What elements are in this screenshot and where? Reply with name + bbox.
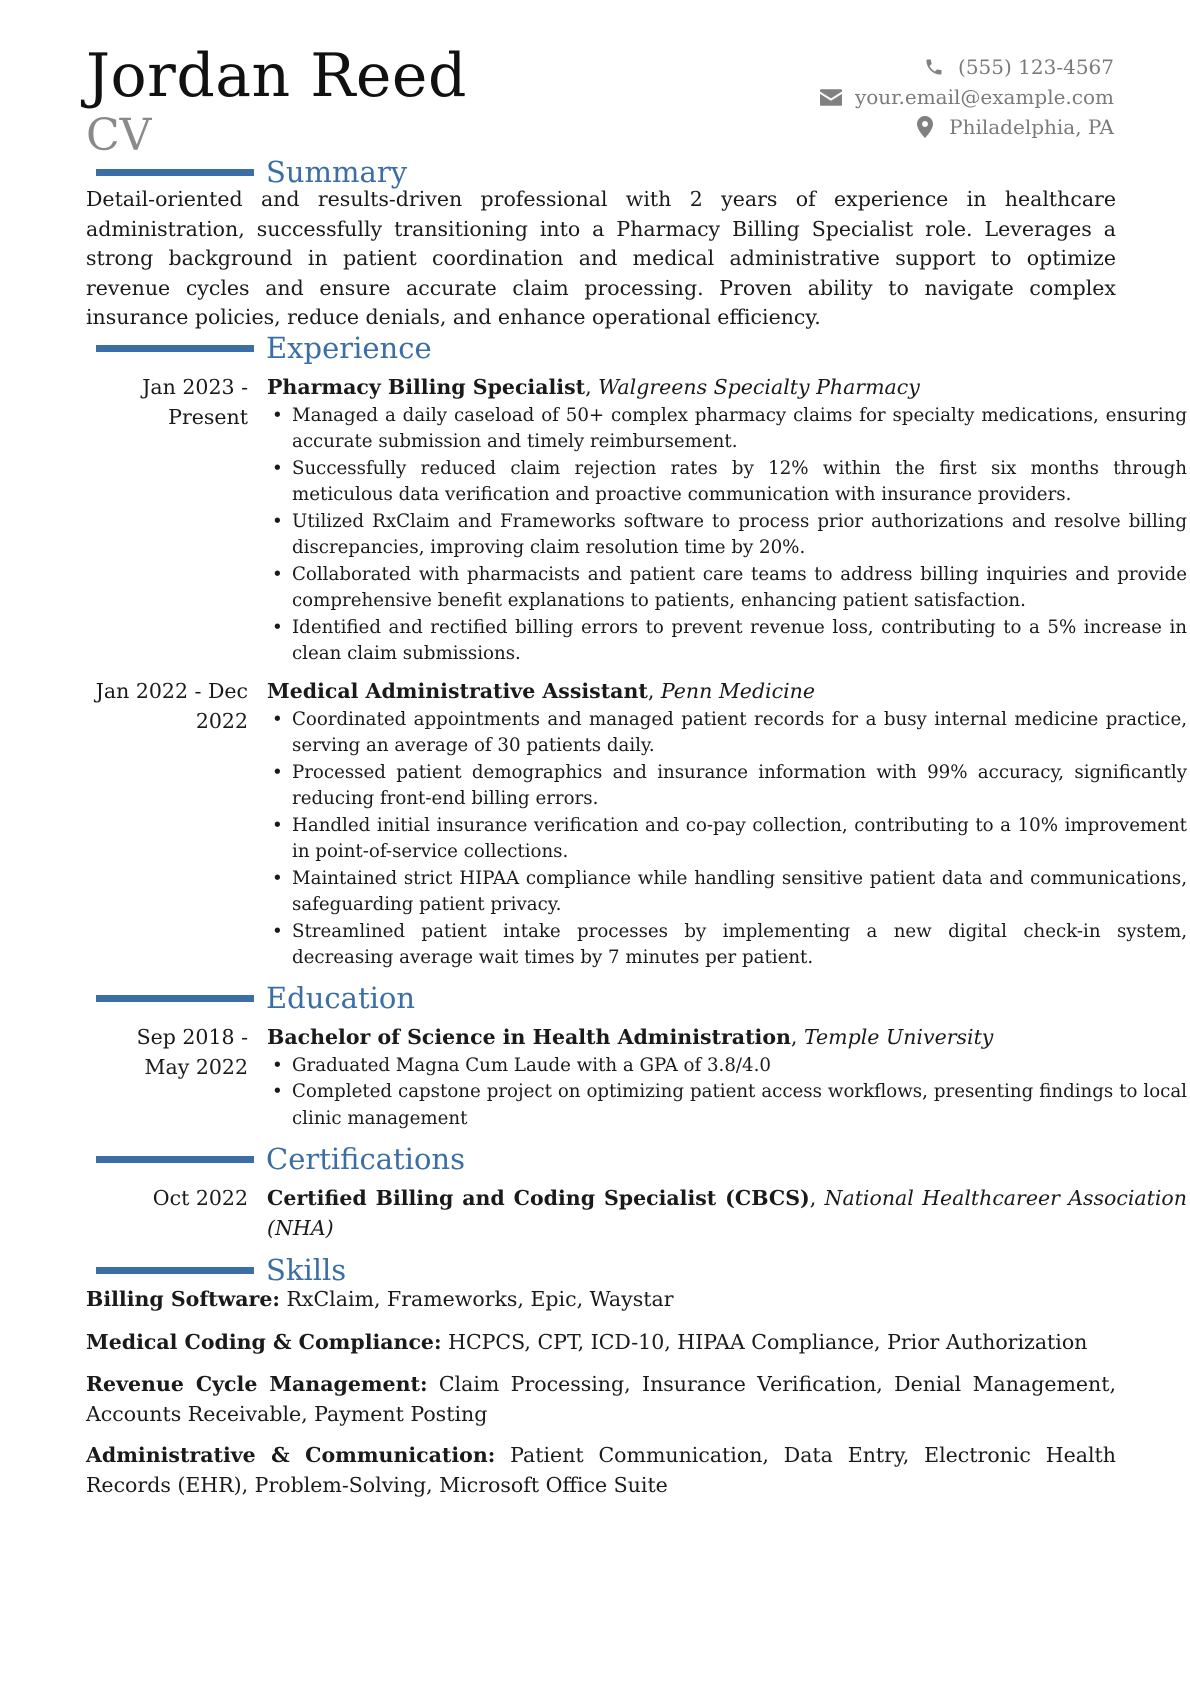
list-item: • Collaborated with pharmacists and patient care teams to address billing inquiries and provide comprehensive benefit explanations to patients, enhancing patient satisfaction. xyxy=(267,562,1187,615)
envelope-icon xyxy=(819,86,843,108)
section-title: Experience xyxy=(266,331,432,365)
entry-body xyxy=(267,1023,1187,1132)
skill-label: Billing Software: xyxy=(86,1287,280,1311)
entry-bullets xyxy=(267,403,1187,668)
section-title: Summary xyxy=(266,155,408,189)
list-item: • Maintained strict HIPAA compliance while handling sensitive patient data and communications, safeguarding patient privacy. xyxy=(267,866,1187,919)
entry-date: Jan 2023 - Present xyxy=(142,375,248,429)
list-item: • Streamlined patient intake processes by implementing a new digital check-in system, decreasing average wait times by 7 minutes per patient. xyxy=(267,919,1187,972)
entry-title-line: Certified Billing and Coding Specialist (CBCS), National Healthcareer Association (NHA) xyxy=(267,1186,1187,1240)
candidate-name: Jordan Reed xyxy=(86,41,467,111)
section-accent-bar xyxy=(96,169,254,176)
phone-icon xyxy=(922,56,946,78)
skill-label: Medical Coding & Compliance: xyxy=(86,1330,442,1354)
entry-body xyxy=(267,677,1187,972)
list-item: • Coordinated appointments and managed patient records for a busy internal medicine practice, serving an average of 30 patients daily. xyxy=(267,707,1187,760)
contact-phone xyxy=(819,52,1114,82)
summary-text: Detail-oriented and results-driven professional with 2 years of experience in healthcare administration, successfully transitioning into a Pharmacy Billing Specialist role. Leverages a strong background in patient coordination and medical administrative support to optimize revenue cycles and ensure accurate claim processing. Proven ability to navigate complex insurance policies, reduce denials, and enhance operational efficiency. xyxy=(86,187,1116,329)
list-item: • Graduated Magna Cum Laude with a GPA of 3.8/4.0 xyxy=(267,1053,1187,1080)
section-title: Certifications xyxy=(266,1142,465,1176)
entry-title: Certified Billing and Coding Specialist (CBCS) xyxy=(267,1186,810,1210)
skill-value: Claim Processing, Insurance Verification, Denial Management, Accounts Receivable, Payment Posting xyxy=(86,1372,1116,1426)
section-accent-bar xyxy=(96,1156,254,1163)
list-item: • Managed a daily caseload of 50+ complex pharmacy claims for specialty medications, ensuring accurate submission and timely reimbursement. xyxy=(267,403,1187,456)
section-experience-heading xyxy=(96,328,432,368)
list-item: • Handled initial insurance verification and co-pay collection, contributing to a 10% improvement in point-of-service collections. xyxy=(267,813,1187,866)
entry-title-line: Medical Administrative Assistant, Penn Medicine xyxy=(267,679,815,703)
skill-label: Revenue Cycle Management: xyxy=(86,1372,428,1396)
document-subtitle: CV xyxy=(86,110,152,161)
section-skills-heading xyxy=(96,1250,346,1290)
entry-bullets xyxy=(267,1053,1187,1133)
entry-body xyxy=(267,1184,1187,1243)
skill-value: HCPCS, CPT, ICD-10, HIPAA Compliance, Prior Authorization xyxy=(448,1330,1088,1354)
list-item: • Utilized RxClaim and Frameworks software to process prior authorizations and resolve billing discrepancies, improving claim resolution time by 20%. xyxy=(267,509,1187,562)
entry-organization: Walgreens Specialty Pharmacy xyxy=(598,375,920,399)
entry-title-line: Bachelor of Science in Health Administration, Temple University xyxy=(267,1025,994,1049)
skill-row xyxy=(86,1441,1116,1500)
list-item: • Identified and rectified billing errors to prevent revenue loss, contributing to a 5% increase in clean claim submissions. xyxy=(267,615,1187,668)
skill-row xyxy=(86,1285,1116,1315)
section-title: Education xyxy=(266,981,416,1015)
entry-title: Pharmacy Billing Specialist xyxy=(267,375,586,399)
section-certifications-heading xyxy=(96,1139,465,1179)
entry-organization: National Healthcareer Association (NHA) xyxy=(267,1186,1187,1240)
list-item: • Completed capstone project on optimizing patient access workflows, presenting findings to local clinic management xyxy=(267,1079,1187,1132)
skill-value: RxClaim, Frameworks, Epic, Waystar xyxy=(286,1287,674,1311)
section-accent-bar xyxy=(96,995,254,1002)
skill-row xyxy=(86,1370,1116,1429)
email-text[interactable]: your.email@example.com xyxy=(854,85,1114,109)
skill-label: Administrative & Communication: xyxy=(86,1443,496,1467)
contact-location xyxy=(819,112,1114,142)
map-marker-icon xyxy=(913,116,937,138)
contact-info xyxy=(819,52,1114,142)
entry-bullets xyxy=(267,707,1187,972)
entry-date: Oct 2022 xyxy=(152,1186,248,1210)
entry-date: Jan 2022 - Dec 2022 xyxy=(95,679,248,733)
list-item: • Successfully reduced claim rejection rates by 12% within the first six months through meticulous data verification and proactive communication with insurance providers. xyxy=(267,456,1187,509)
section-accent-bar xyxy=(96,345,254,352)
section-title: Skills xyxy=(266,1253,347,1287)
entry-title: Medical Administrative Assistant xyxy=(267,679,648,703)
skill-value: Patient Communication, Data Entry, Electronic Health Records (EHR), Problem-Solving, Microsoft Office Suite xyxy=(86,1443,1116,1497)
list-item: • Processed patient demographics and insurance information with 99% accuracy, significantly reducing front-end billing errors. xyxy=(267,760,1187,813)
entry-date: Sep 2018 - May 2022 xyxy=(136,1025,248,1079)
skill-row xyxy=(86,1328,1116,1358)
section-accent-bar xyxy=(96,1267,254,1274)
section-education-heading xyxy=(96,978,415,1018)
location-text: Philadelphia, PA xyxy=(949,115,1114,139)
entry-organization: Temple University xyxy=(803,1025,994,1049)
entry-title: Bachelor of Science in Health Administration xyxy=(267,1025,791,1049)
entry-body xyxy=(267,373,1187,668)
phone-text[interactable]: (555) 123-4567 xyxy=(958,55,1114,79)
entry-organization: Penn Medicine xyxy=(660,679,815,703)
entry-title-line: Pharmacy Billing Specialist, Walgreens Specialty Pharmacy xyxy=(267,375,920,399)
contact-email xyxy=(819,82,1114,112)
